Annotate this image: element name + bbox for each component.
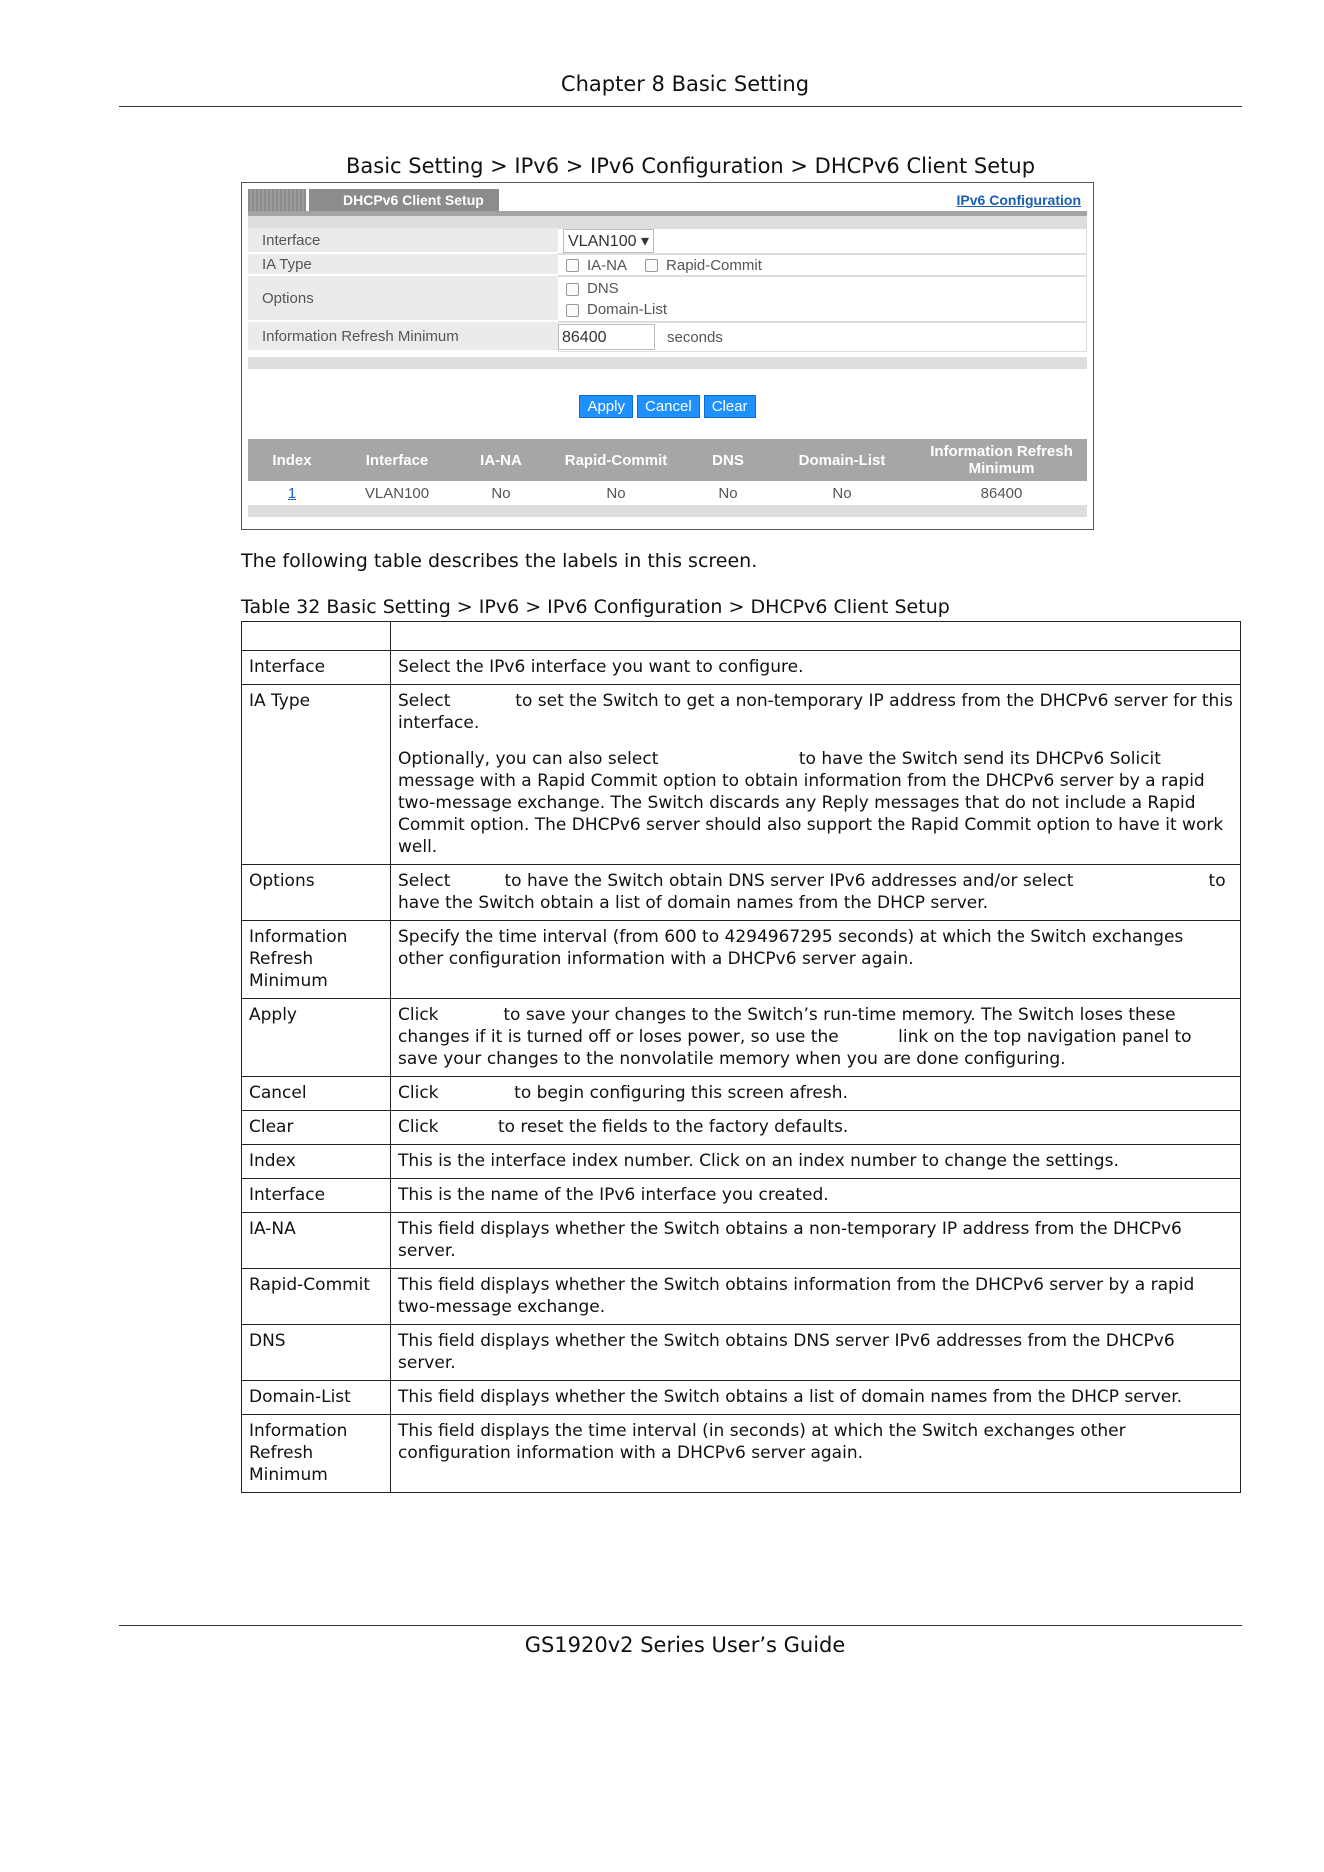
figure-title: Basic Setting > IPv6 > IPv6 Configuration > DHCPv6 Client Setup [346,154,1036,178]
form-footer-bar [248,357,1087,369]
ia-type-label: IA Type [248,254,558,276]
rapid-commit-label: Rapid-Commit [666,256,762,274]
chapter-header: Chapter 8 Basic Setting [560,72,810,96]
domain-list-checkbox[interactable] [566,304,579,317]
row-description: This is the interface index number. Click on an index number to change the settings. [391,1145,1241,1179]
table-row [242,1179,1241,1213]
table-row [242,1145,1241,1179]
row-description: Select the IPv6 interface you want to configure. [391,651,1241,685]
apply-button[interactable]: Apply [579,395,633,418]
row-label: Options [242,865,391,921]
table-row [242,1269,1241,1325]
intro-text: The following table describes the labels in this screen. [241,550,758,572]
row-label: Clear [242,1111,391,1145]
row-description: Click to begin configuring this screen afresh. [391,1077,1241,1111]
row-description: This field displays whether the Switch obtains a list of domain names from the DHCP server. [391,1381,1241,1415]
clear-button[interactable]: Clear [704,395,756,418]
ia-type-row [248,254,1087,276]
row-label: IA-NA [242,1213,391,1269]
options-row [248,276,1087,322]
title-bar-stripe [248,189,306,211]
refresh-input[interactable]: 86400 [558,324,655,350]
table-row [242,921,1241,999]
table-row [242,1077,1241,1111]
table-row [242,1325,1241,1381]
refresh-label: Information Refresh Minimum [248,322,558,352]
rapid-commit-checkbox[interactable] [645,259,658,272]
cell-rapid-commit: No [606,484,626,502]
interface-select[interactable]: VLAN100 ▾ [563,229,654,253]
header-dns: DNS [712,451,744,469]
row-label: Interface [242,1179,391,1213]
row-description: Select to have the Switch obtain DNS server IPv6 addresses and/or select to have the Switch obtain a list of domain names from the DHCP server. [391,865,1241,921]
row-label: IA Type [242,685,391,865]
cancel-button[interactable]: Cancel [637,395,700,418]
row-label: Information Refresh Minimum [242,921,391,999]
dns-checkbox[interactable] [566,283,579,296]
row-description: This field displays whether the Switch obtains information from the DHCPv6 server by a rapid two-message exchange. [391,1269,1241,1325]
cell-interface: VLAN100 [364,484,430,502]
domain-list-label: Domain-List [587,301,668,318]
table-row [242,1381,1241,1415]
row-label: Index [242,1145,391,1179]
row-label: Domain-List [242,1381,391,1415]
table-row [242,1213,1241,1269]
dhcpv6-screenshot [241,182,1094,530]
index-link[interactable]: 1 [287,484,297,502]
row-description-extra: Optionally, you can also select to have the Switch send its DHCPv6 Solicit message with a Rapid Commit option to obtain information from the DHCPv6 server by a rapid two-message exchange. The Switch discards any Reply messages that do not include a Rapid Commit option. The DHCPv6 server should also support the Rapid Commit option to have it work well. [398,749,1229,857]
row-description: Select to set the Switch to get a non-temporary IP address from the DHCPv6 server for this interface. [398,691,1239,733]
title-bar [248,189,1087,216]
row-description: This is the name of the IPv6 interface you created. [391,1179,1241,1213]
row-label: Apply [242,999,391,1077]
refresh-unit: seconds [667,328,723,346]
button-bar [242,395,1093,418]
ia-na-label: IA-NA [587,256,628,274]
table-row [242,685,1241,865]
header-index: Index [272,451,312,469]
row-label: Information Refresh Minimum [242,1415,391,1493]
summary-table-header [248,439,1087,481]
table-footer-bar [248,505,1087,517]
ia-na-checkbox[interactable] [566,259,579,272]
table-title: Table 32 Basic Setting > IPv6 > IPv6 Configuration > DHCPv6 Client Setup [241,596,950,618]
cell-refresh: 86400 [980,484,1023,502]
ipv6-configuration-link[interactable]: IPv6 Configuration [956,192,1081,208]
dns-label: DNS [587,280,619,297]
header-refresh: Information Refresh Minimum [930,443,1073,477]
interface-row [248,228,1087,254]
row-description: This field displays whether the Switch obtains a non-temporary IP address from the DHCPv6 server. [391,1213,1241,1269]
row-label: Interface [242,651,391,685]
row-label: Rapid-Commit [242,1269,391,1325]
header-rule [119,106,1242,107]
row-label: Cancel [242,1077,391,1111]
table-row [242,1415,1241,1493]
row-description: This field displays whether the Switch obtains DNS server IPv6 addresses from the DHCPv6 server. [391,1325,1241,1381]
row-description: This field displays the time interval (in seconds) at which the Switch exchanges other configuration information with a DHCPv6 server again. [391,1415,1241,1493]
footer-guide: GS1920v2 Series User’s Guide [524,1633,846,1657]
form-spacer [248,216,1087,228]
table-row [248,481,1087,506]
cell-dns: No [718,484,738,502]
header-ia-na: IA-NA [480,451,522,469]
panel-tab: DHCPv6 Client Setup [309,189,499,211]
table-row [242,1111,1241,1145]
interface-label: Interface [248,228,558,254]
row-label: DNS [242,1325,391,1381]
row-description: Specify the time interval (from 600 to 4294967295 seconds) at which the Switch exchanges other configuration information with a DHCPv6 server again. [391,921,1241,999]
header-domain-list: Domain-List [798,451,886,469]
cell-domain-list: No [832,484,852,502]
table-row [242,651,1241,685]
description-table [241,621,1241,1493]
table-header-row [242,622,1241,651]
header-interface: Interface [365,451,429,469]
cell-ia-na: No [491,484,511,502]
row-description: Click to reset the fields to the factory defaults. [391,1111,1241,1145]
table-row [242,999,1241,1077]
header-rapid-commit: Rapid-Commit [564,451,668,469]
table-row [242,865,1241,921]
refresh-row [248,322,1087,352]
row-description: Click to save your changes to the Switch’s run-time memory. The Switch loses these changes if it is turned off or loses power, so use the link on the top navigation panel to save your changes to the nonvolatile memory when you are done configuring. [391,999,1241,1077]
options-label: Options [248,276,558,322]
row-description-cell [391,685,1241,865]
